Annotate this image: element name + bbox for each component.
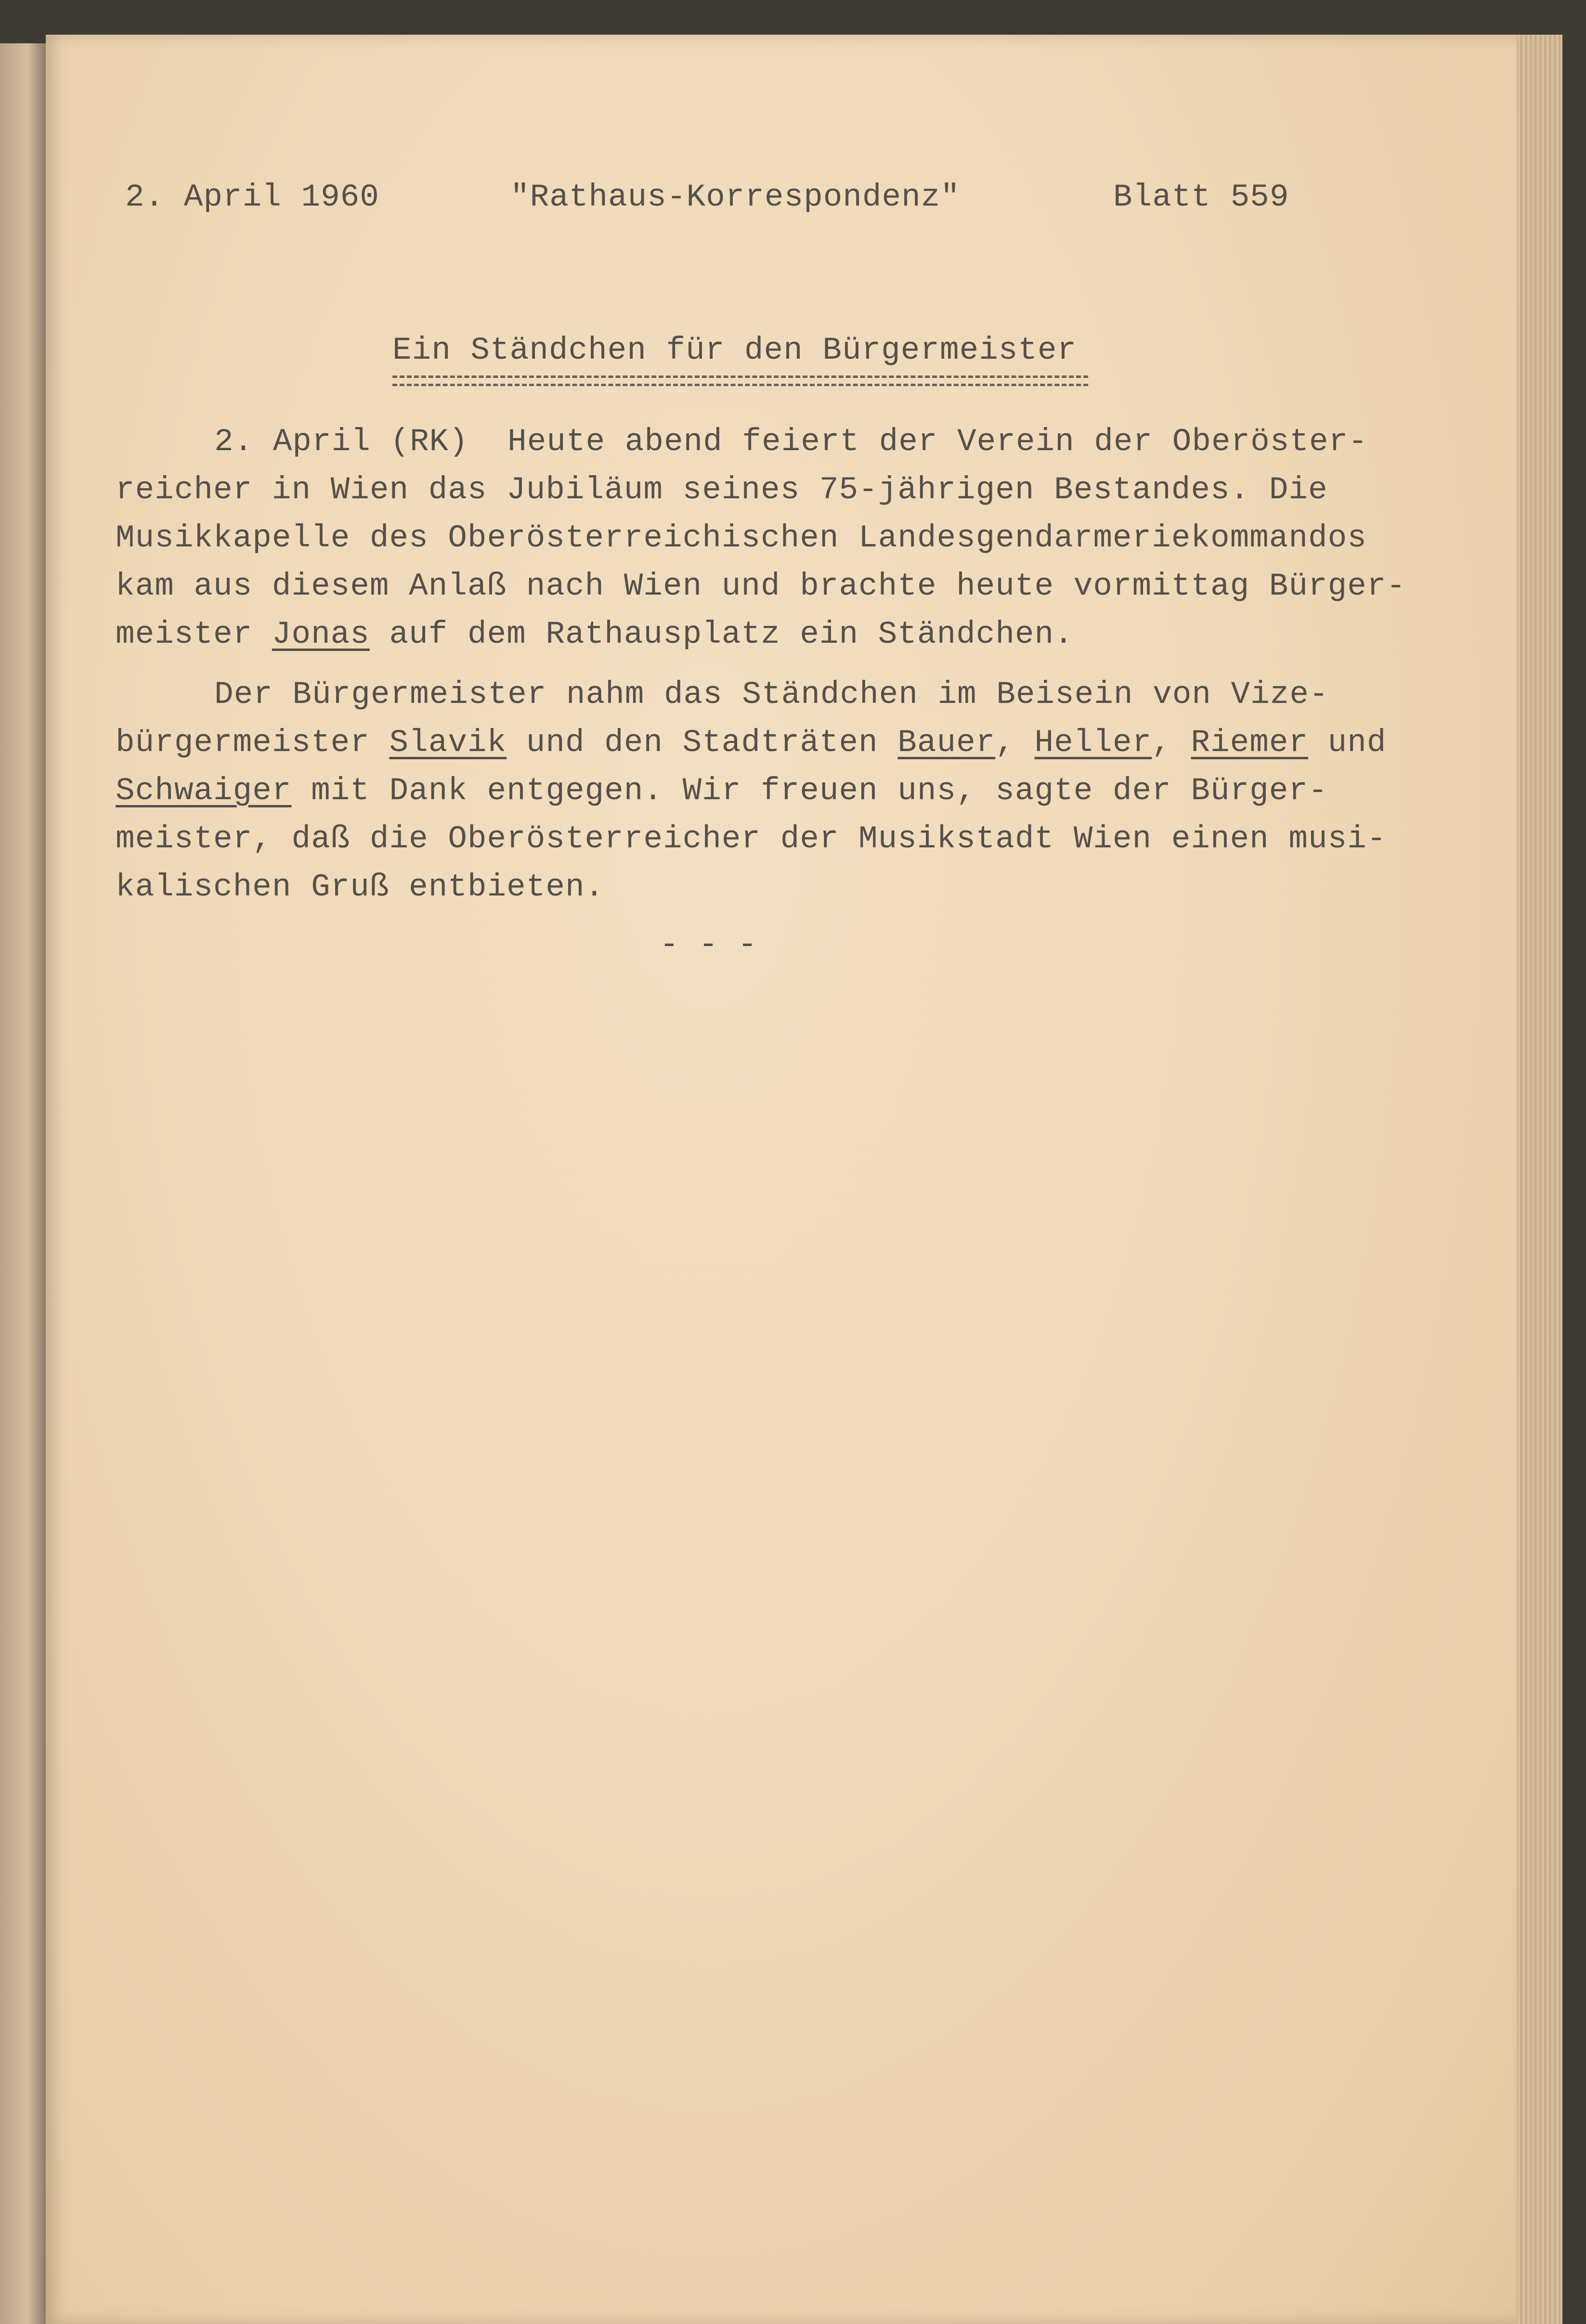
para1-line1: 2. April (RK) Heute abend feiert der Verein der Oberöster- [214,424,1368,460]
name-heller: Heller [1034,725,1152,761]
para1-line5-end: auf dem Rathausplatz ein Ständchen. [369,616,1074,652]
page-edge-stack [1517,35,1562,2324]
para2-line5: kalischen Gruß entbieten. [116,869,605,905]
left-page-edge [0,43,46,2324]
name-jonas: Jonas [272,616,370,652]
name-slavik: Slavik [389,725,507,761]
para2-line2-a: bürgermeister [116,725,390,761]
para2-line2 [116,725,1386,761]
para2-line1: Der Bürgermeister nahm das Ständchen im Beisein von Vize- [214,676,1329,713]
header-date: 2. April 1960 [125,179,379,215]
article-title: Ein Ständchen für den Bürgermeister [392,332,1077,368]
name-bauer: Bauer [897,725,996,761]
para2-line2-d: , [1152,725,1191,761]
para1-line5 [116,616,1074,652]
para1-line5-start: meister [116,616,272,652]
title-double-underline [392,376,1088,386]
para2-line2-e: und [1308,725,1387,761]
para2-line3-b: mit Dank entgegen. Wir freuen uns, sagte der Bürger- [291,773,1328,809]
para1-line4: kam aus diesem Anlaß nach Wien und brachte heute vormittag Bürger- [116,568,1406,604]
header-sheet-number: Blatt 559 [1113,179,1289,215]
para2-line2-b: und den Stadträten [507,725,898,761]
header-publication: "Rathaus-Korrespondenz" [510,179,960,215]
para2-line3 [116,773,1328,809]
para1-line3: Musikkapelle des Oberösterreichischen Landesgendarmeriekommandos [116,520,1367,556]
para1-line2: reicher in Wien das Jubiläum seines 75-jährigen Bestandes. Die [116,472,1328,508]
name-riemer: Riemer [1191,725,1309,761]
para2-line4: meister, daß die Oberösterreicher der Musikstadt Wien einen musi- [116,821,1387,857]
name-schwaiger: Schwaiger [116,773,292,809]
para2-line2-c: , [995,725,1035,761]
end-separator: - - - [660,927,758,963]
